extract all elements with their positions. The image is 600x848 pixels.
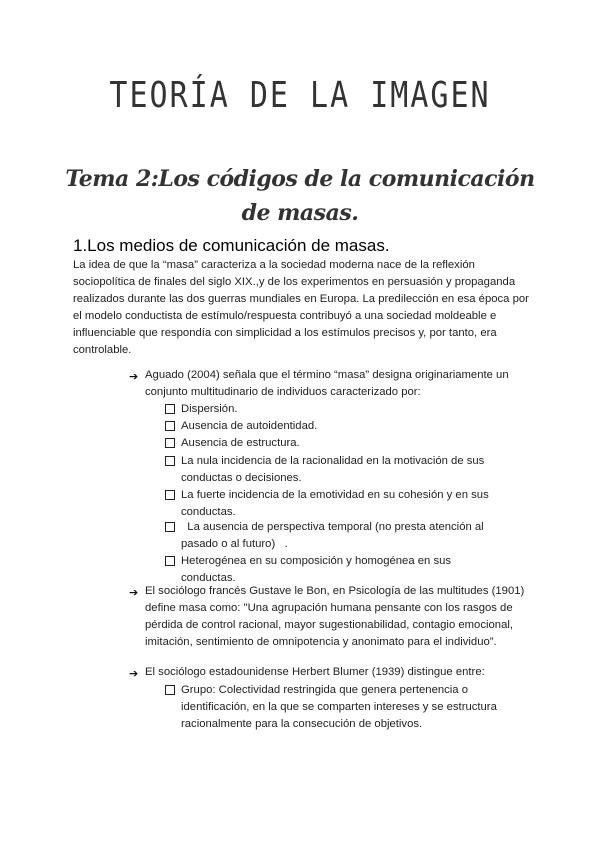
arrow-icon: ➔ <box>129 587 139 599</box>
sub-list-item: La nula incidencia de la racionalidad en la motivación de sus conductas o decisiones. <box>181 455 485 484</box>
checkbox-icon <box>165 404 175 414</box>
checkbox-icon <box>165 556 175 566</box>
list-item: El sociólogo francés Gustave le Bon, en Psicología de las multitudes (1901) define masa como: "Una agrupación humana pensante con los rasgos de pérdida de control racional, mayor sugestionabilidad, contagio emocional, imitación, sentimiento de omnipotencia y anonimato para el individuo”. <box>145 585 525 648</box>
topic-subtitle: Tema 2:Los códigos de la comunicación de masas. <box>65 166 535 226</box>
list-item: Aguado (2004) señala que el término “masa” designa originariamente un conjunto multitudinario de individuos caracterizado por: <box>145 369 509 398</box>
checkbox-icon <box>165 685 175 695</box>
intro-paragraph: La idea de que la “masa” caracteriza a la sociedad moderna nace de la reflexión sociopolítica de finales del siglo XIX.,y de los experimentos en persuasión y propaganda realizados durante las dos guerras mundiales en Europa. La predilección en esa época por el modelo conductista de estímulo/respuesta contribuyó a una sociedad moldeable e influenciable que respondía con simplicidad a los estímulos precisos y, por tanto, era controlable. <box>73 259 529 356</box>
checkbox-icon <box>165 490 175 500</box>
document-title: TEORÍA DE LA IMAGEN <box>109 74 491 117</box>
sub-list-item: La ausencia de perspectiva temporal (no presta atención al pasado o al futuro) . <box>181 521 487 550</box>
sub-list-item: Grupo: Colectividad restringida que genera pertenencia o identificación, en la que se comparten intereses y se estructura racionalmente para la consecución de objetivos. <box>181 684 497 730</box>
checkbox-icon <box>165 438 175 448</box>
sub-list-item: Ausencia de autoidentidad. <box>181 420 318 432</box>
arrow-icon: ➔ <box>129 668 139 680</box>
sub-list-item: Dispersión. <box>181 403 238 415</box>
checkbox-icon <box>165 522 175 532</box>
sub-list-item: Heterogénea en su composición y homogénea en sus conductas. <box>181 555 452 584</box>
list-item: El sociólogo estadounidense Herbert Blumer (1939) distingue entre: <box>145 666 485 678</box>
checkbox-icon <box>165 456 175 466</box>
checkbox-icon <box>165 421 175 431</box>
section-heading: 1.Los medios de comunicación de masas. <box>73 236 390 255</box>
sub-list-item: Ausencia de estructura. <box>181 437 300 449</box>
sub-list-item: La fuerte incidencia de la emotividad en su cohesión y en sus conductas. <box>181 489 489 518</box>
arrow-icon: ➔ <box>129 371 139 383</box>
